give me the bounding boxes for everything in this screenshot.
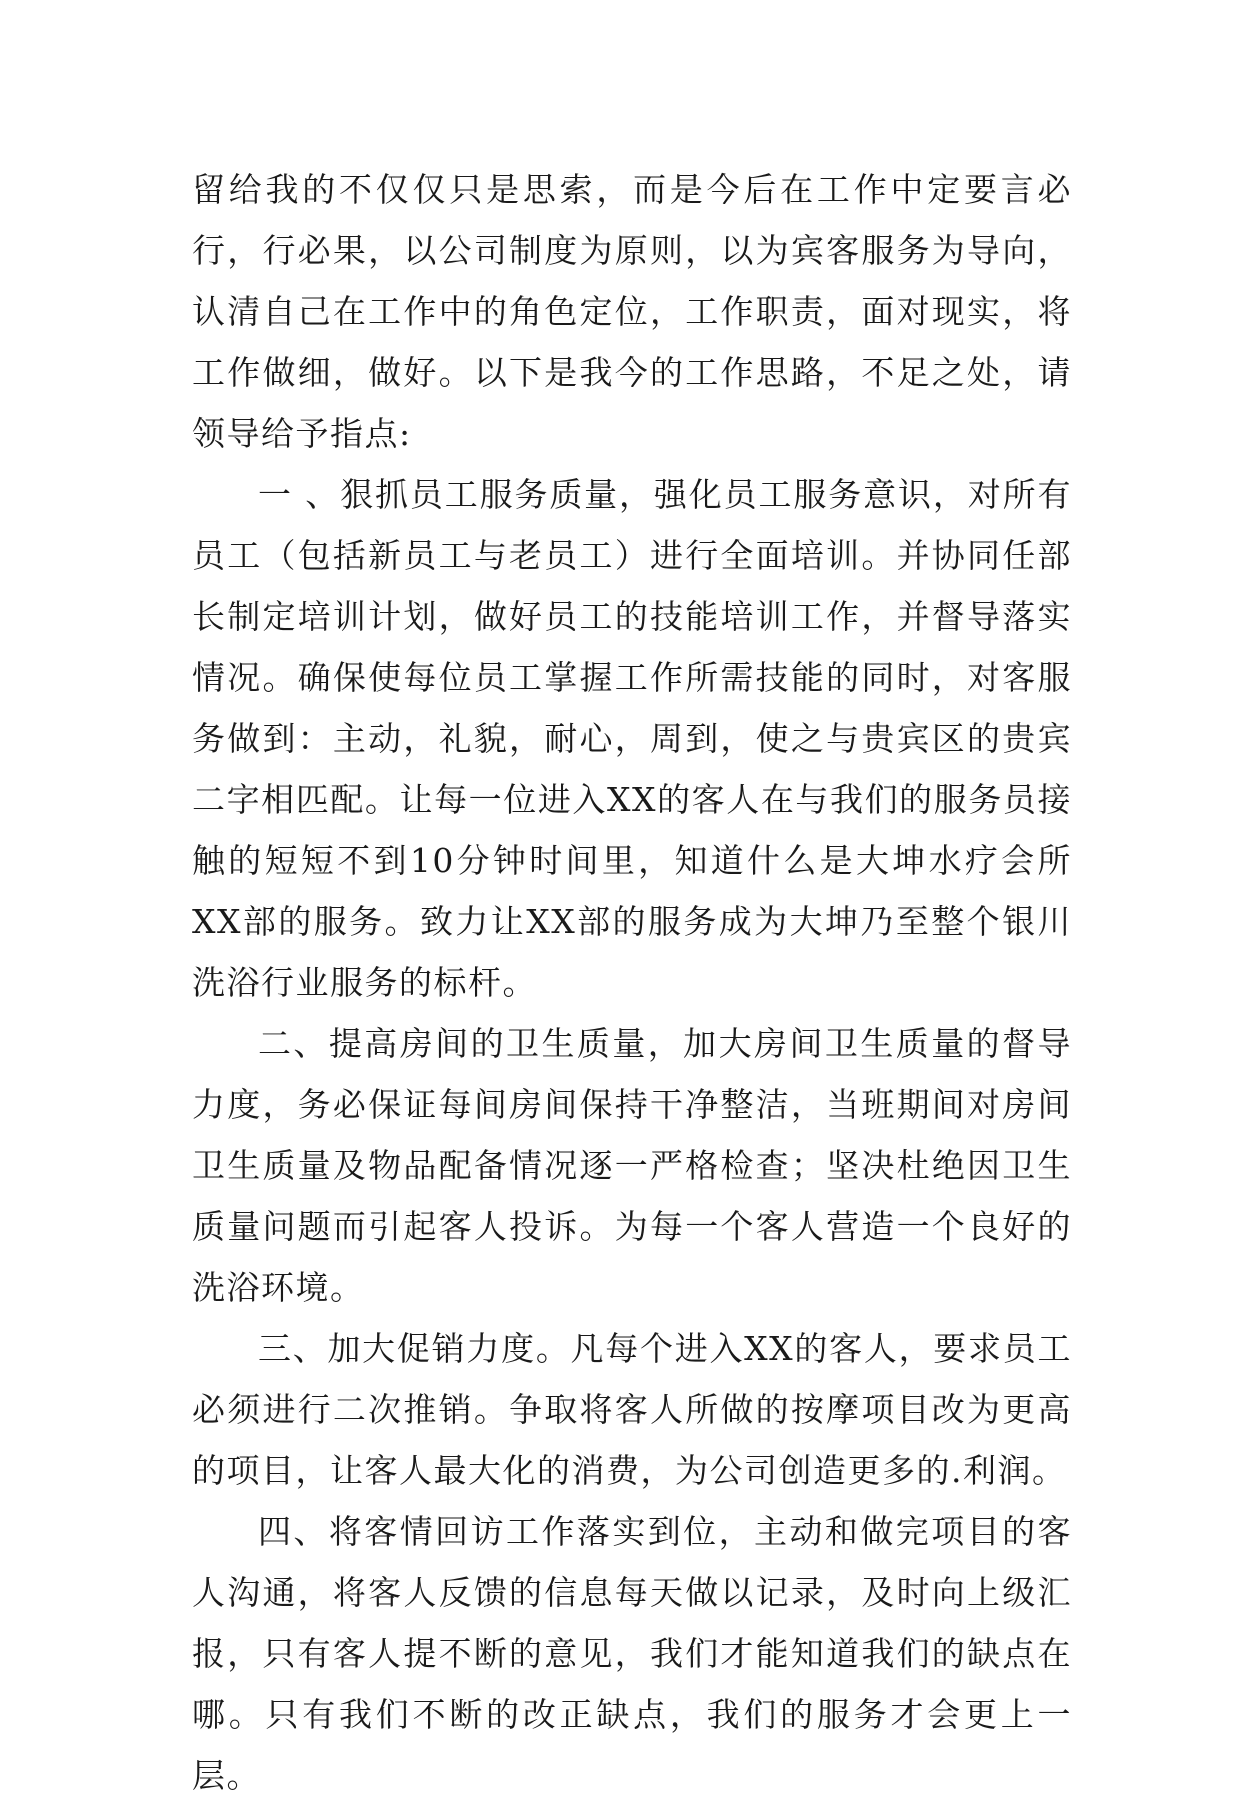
paragraph-point-three: 三、加大促销力度。凡每个进入XX的客人，要求员工必须进行二次推销。争取将客人所做的按摩项目改为更高的项目，让客人最大化的消费，为公司创造更多的.利润。 bbox=[192, 1329, 1072, 1490]
paragraph-point-one: 一 、狠抓员工服务质量，强化员工服务意识，对所有员工（包括新员工与老员工）进行全面培训。并协同任部长制定培训计划，做好员工的技能培训工作，并督导落实情况。确保使每位员工掌握工作所需技能的同时，对客服务做到：主动，礼貌，耐心，周到，使之与贵宾区的贵宾二字相匹配。让每一位进入XX的客人在与我们的服务员接触的短短不到10分钟时间里，知道什么是大坤水疗会所XX部的服务。致力让XX部的服务成为大坤乃至整个银川洗浴行业服务的标杆。 bbox=[192, 475, 1072, 1002]
document-page bbox=[192, 159, 1072, 1806]
paragraph-intro: 留给我的不仅仅只是思索，而是今后在工作中定要言必行，行必果，以公司制度为原则，以为宾客服务为导向，认清自己在工作中的角色定位，工作职责，面对现实，将工作做细，做好。以下是我今的工作思路，不足之处，请领导给予指点: bbox=[192, 170, 1072, 453]
paragraph-point-four: 四、将客情回访工作落实到位，主动和做完项目的客人沟通，将客人反馈的信息每天做以记录，及时向上级汇报，只有客人提不断的意见，我们才能知道我们的缺点在哪。只有我们不断的改正缺点，我们的服务才会更上一层。 bbox=[192, 1512, 1072, 1795]
paragraph-point-two: 二、提高房间的卫生质量，加大房间卫生质量的督导力度，务必保证每间房间保持干净整洁，当班期间对房间卫生质量及物品配备情况逐一严格检查；坚决杜绝因卫生质量问题而引起客人投诉。为每一个客人营造一个良好的洗浴环境。 bbox=[192, 1024, 1072, 1307]
